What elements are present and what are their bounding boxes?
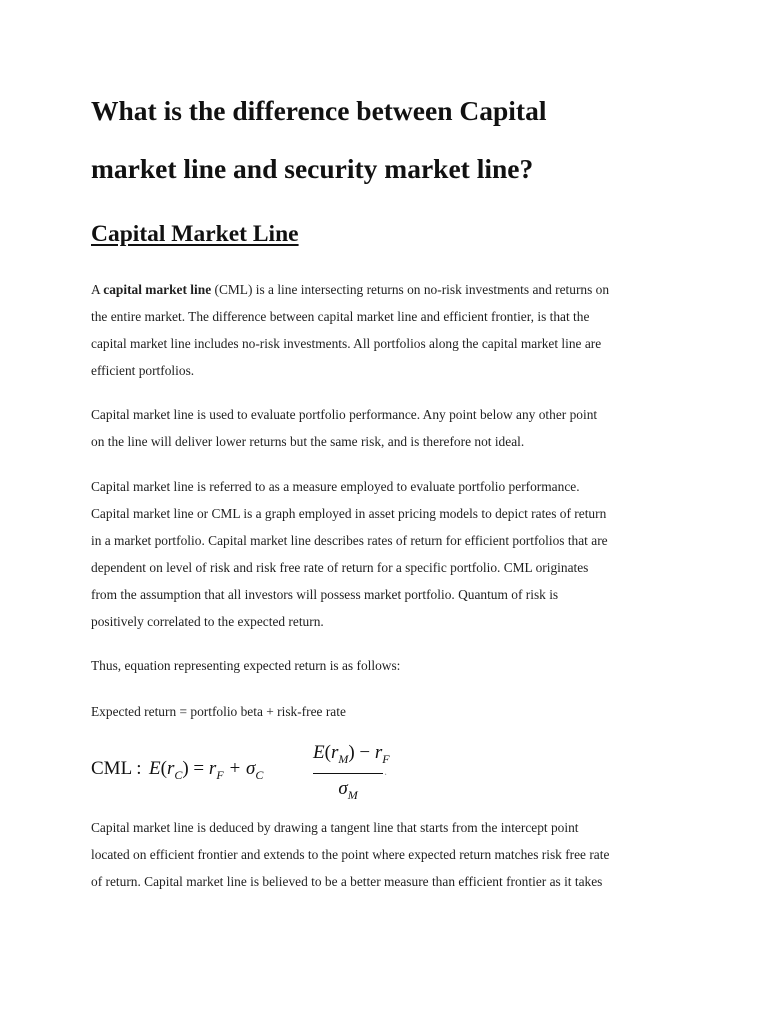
- p1-line-4: efficient portfolios.: [91, 363, 195, 378]
- paragraph-cml-measure: [91, 473, 691, 635]
- p6-line-2: located on efficient frontier and extends to the point where expected return matches risk free rate: [91, 847, 610, 862]
- p3-line-1: Capital market line is referred to as a measure employed to evaluate portfolio performance.: [91, 479, 580, 494]
- p1-prefix: A: [91, 282, 104, 297]
- paragraph-equation-intro: Thus, equation representing expected return is as follows:: [91, 658, 401, 673]
- p1-line-3: capital market line includes no-risk investments. All portfolios along the capital market line are: [91, 336, 602, 351]
- formula-r: r: [166, 758, 175, 779]
- num-r: r: [330, 742, 339, 763]
- formula-denominator: [313, 777, 383, 807]
- formula-sub-f: F: [216, 767, 224, 782]
- p3-line-4: dependent on level of risk and risk free rate of return for a specific portfolio. CML originates: [91, 560, 589, 575]
- paragraph-expected-return: Expected return = portfolio beta + risk-free rate: [91, 704, 346, 719]
- p3-line-6: positively correlated to the expected return.: [91, 614, 324, 629]
- paragraph-cml-usage: [91, 401, 691, 455]
- formula-numerator: [313, 740, 390, 772]
- formula-rf-r: r: [208, 758, 217, 779]
- num-rf: r: [374, 742, 383, 763]
- formula-E: E: [149, 758, 161, 779]
- fraction-bar: [313, 773, 383, 774]
- formula-open-paren: (: [160, 758, 167, 779]
- formula-fraction: [313, 740, 390, 807]
- p1-bold-term: capital market line: [103, 282, 212, 297]
- cml-formula: [91, 740, 411, 802]
- formula-close-equals: ) =: [182, 758, 209, 779]
- formula-sigma-sub-c: C: [255, 767, 264, 782]
- page-title: [91, 82, 711, 198]
- section-heading-capital-market-line: Capital Market Line: [91, 221, 299, 247]
- num-E: E: [313, 742, 325, 763]
- p2-line-2: on the line will deliver lower returns but the same risk, and is therefore not ideal.: [91, 434, 525, 449]
- formula-sub-c: C: [174, 767, 183, 782]
- formula-label: CML :: [91, 758, 142, 779]
- paragraph-cml-deduction: [91, 814, 691, 895]
- num-open: (: [324, 742, 331, 763]
- num-sub-m: M: [338, 751, 349, 766]
- num-close-minus: ) −: [348, 742, 375, 763]
- formula-trailing-dot: .: [384, 767, 388, 778]
- paragraph-cml-definition: [91, 276, 691, 384]
- den-sigma: σ: [338, 777, 348, 799]
- title-line-2: market line and security market line?: [91, 153, 534, 184]
- p1-line-1-rest: (CML) is a line intersecting returns on no-risk investments and returns on: [211, 282, 610, 297]
- title-line-1: What is the difference between Capital: [91, 95, 547, 126]
- den-sub-m: M: [347, 787, 358, 802]
- p1-line-2: the entire market. The difference between capital market line and efficient frontier, is that the: [91, 309, 590, 324]
- p6-line-3: of return. Capital market line is believed to be a better measure than efficient frontier as it takes: [91, 874, 603, 889]
- p6-line-1: Capital market line is deduced by drawing a tangent line that starts from the intercept point: [91, 820, 579, 835]
- p3-line-3: in a market portfolio. Capital market line describes rates of return for efficient portfolios that are: [91, 533, 608, 548]
- formula-lhs: [149, 758, 263, 783]
- p3-line-5: from the assumption that all investors will possess market portfolio. Quantum of risk is: [91, 587, 559, 602]
- p3-line-2: Capital market line or CML is a graph employed in asset pricing models to depict rates of return: [91, 506, 607, 521]
- formula-plus-sigma: + σ: [223, 758, 256, 779]
- num-sub-f: F: [382, 751, 390, 766]
- p2-line-1: Capital market line is used to evaluate portfolio performance. Any point below any other point: [91, 407, 598, 422]
